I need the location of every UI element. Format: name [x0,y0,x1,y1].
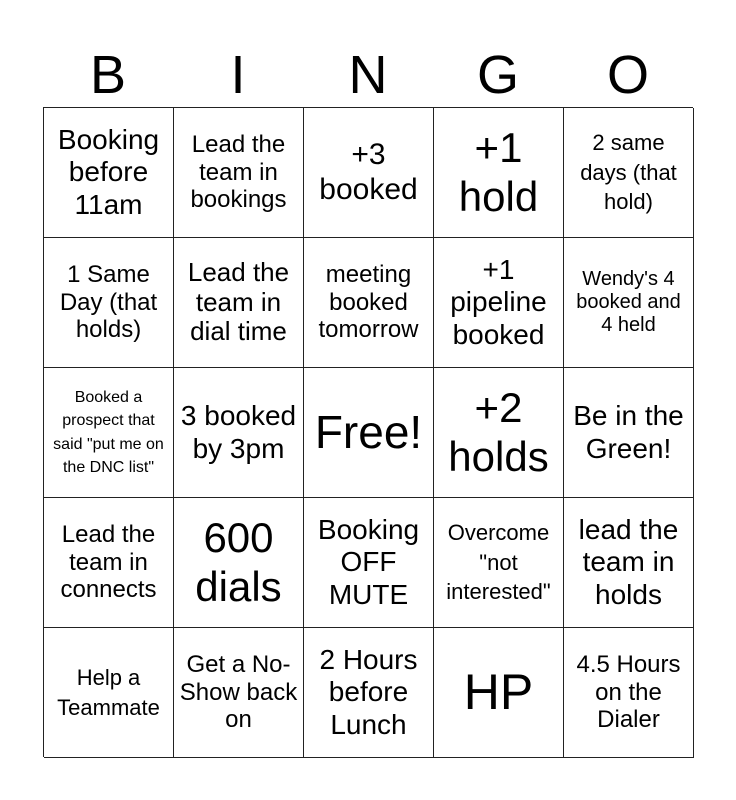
bingo-cell-2-1[interactable] [44,238,174,368]
header-letter-g: G [476,45,519,105]
cell-text: Booking OFF MUTE [317,514,420,610]
bingo-cell-5-1[interactable] [44,628,174,758]
bingo-cell-4-2[interactable] [174,498,304,628]
bingo-cell-2-4[interactable] [434,238,564,368]
cell-text: 2 Hours before Lunch [319,644,418,740]
cell-text: Lead the team in dial time [187,256,290,347]
bingo-cell-3-3[interactable] [304,368,434,498]
bingo-cell-1-2[interactable] [174,108,304,238]
bingo-cell-5-4[interactable] [434,628,564,758]
cell-text: Help a Teammate [57,664,160,720]
header-letter-o: O [606,45,649,105]
cell-text: 3 booked by 3pm [180,400,297,464]
cell-text: +1 pipeline booked [450,254,547,350]
header-letter-n: N [348,45,388,105]
bingo-cell-5-3[interactable] [304,628,434,758]
bingo-cell-2-5[interactable] [564,238,694,368]
bingo-cell-1-5[interactable] [564,108,694,238]
header-letter-b: B [89,45,127,105]
cell-text: 600 dials [195,514,282,610]
bingo-cell-1-4[interactable] [434,108,564,238]
bingo-cell-3-4[interactable] [434,368,564,498]
bingo-cell-1-1[interactable] [44,108,174,238]
bingo-cell-2-3[interactable] [304,238,434,368]
cell-text: +3 booked [319,138,418,206]
free-space: Free! [314,405,423,458]
cell-text: Be in the Green! [573,400,684,464]
header-letter-i: I [230,45,246,105]
cell-text: Booked a prospect that said "put me on the DNC list" [53,389,164,476]
cell-text: meeting booked tomorrow [318,261,419,344]
cell-text: Overcome "not interested" [446,519,551,605]
cell-text: +2 holds [448,384,549,480]
bingo-card [43,107,693,757]
bingo-cell-2-2[interactable] [174,238,304,368]
bingo-cell-1-3[interactable] [304,108,434,238]
bingo-cell-3-5[interactable] [564,368,694,498]
cell-text: 1 Same Day (that holds) [59,261,158,344]
cell-text: lead the team in holds [578,514,679,610]
bingo-cell-4-4[interactable] [434,498,564,628]
bingo-cell-4-5[interactable] [564,498,694,628]
bingo-header [43,44,693,106]
cell-text: Get a No-Show back on [179,651,298,734]
bingo-cell-3-1[interactable] [44,368,174,498]
cell-text: Lead the team in connects [60,521,157,604]
cell-text: 2 same days (that hold) [580,129,677,215]
cell-text: Wendy's 4 booked and 4 held [576,268,681,336]
bingo-cell-5-5[interactable] [564,628,694,758]
bingo-cell-5-2[interactable] [174,628,304,758]
cell-text: Booking before 11am [57,124,160,220]
cell-text: HP [463,663,534,720]
bingo-cell-3-2[interactable] [174,368,304,498]
bingo-cell-4-3[interactable] [304,498,434,628]
bingo-cell-4-1[interactable] [44,498,174,628]
cell-text: Lead the team in bookings [190,131,287,214]
cell-text: 4.5 Hours on the Dialer [576,651,681,734]
cell-text: +1 hold [458,124,539,220]
